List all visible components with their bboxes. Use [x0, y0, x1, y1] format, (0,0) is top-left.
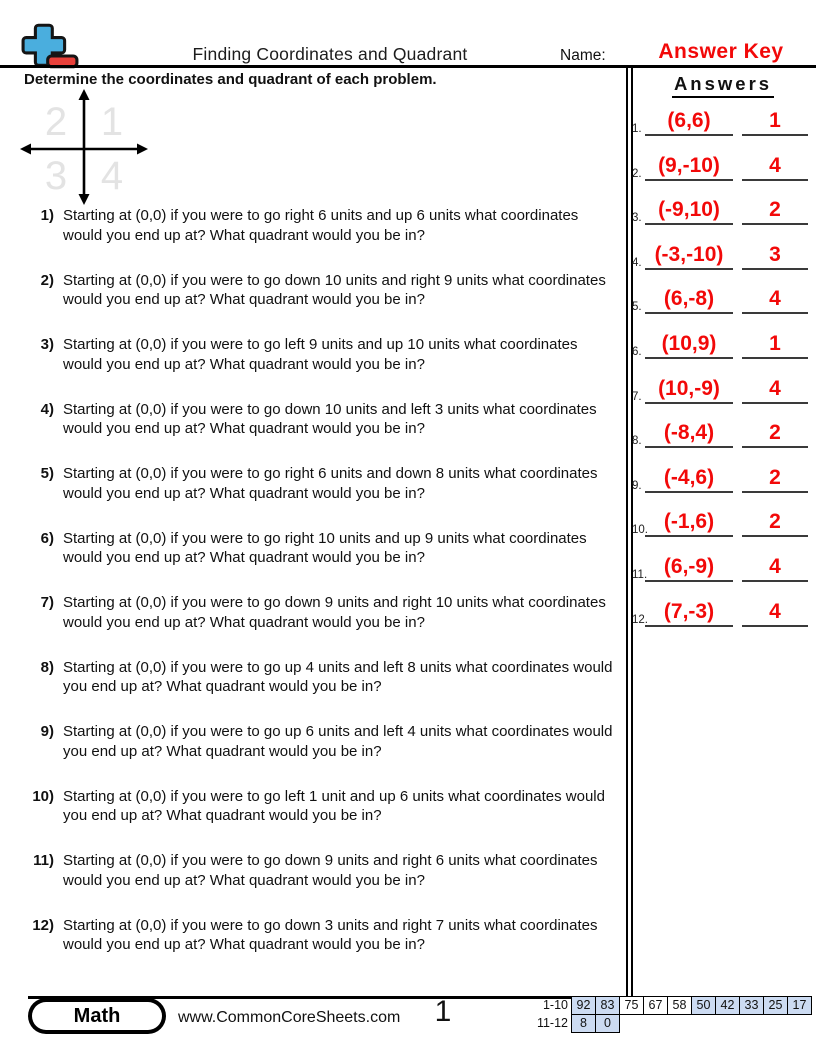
problem-text: Starting at (0,0) if you were to go right 6 units and down 8 units what coordinates would you end up at? What quadrant would you be in?: [63, 465, 598, 502]
name-label: Name:: [560, 47, 606, 64]
answer-coordinates-value: (-4,6): [663, 465, 715, 489]
problem-number: 8): [40, 658, 54, 676]
problem-number: 7): [40, 594, 54, 611]
problem-number: 9): [40, 723, 54, 740]
score-grid-cell: 67: [643, 996, 668, 1015]
answer-coordinates-value: (-9,10): [658, 198, 720, 222]
score-grid-cell: 17: [787, 996, 812, 1015]
score-grid: [530, 996, 812, 1033]
problem-item-9: [24, 722, 620, 761]
answer-number: 8.: [632, 435, 642, 448]
answer-quadrant-value: 2: [769, 198, 781, 222]
problem-number: 10): [32, 787, 54, 805]
problem-number: 2): [40, 271, 54, 289]
answer-coordinates-blank: [645, 110, 733, 136]
answer-coordinates-value: (-1,6): [663, 510, 715, 534]
problem-number: 1): [40, 207, 54, 224]
answer-quadrant-blank: [742, 467, 808, 493]
problem-item-12: [24, 916, 620, 955]
problem-text: Starting at (0,0) if you were to go down 10 units and left 3 units what coordinates would you end up at? What quadrant would you be in?: [63, 400, 597, 437]
header-divider-line: [0, 65, 816, 68]
answer-quadrant-value: 1: [769, 332, 781, 355]
answer-row-9: [630, 466, 816, 493]
answer-coordinates-blank: [645, 422, 733, 448]
problem-item-5: [24, 464, 620, 503]
answer-coordinates-blank: [645, 511, 733, 537]
answer-quadrant-blank: [742, 556, 808, 582]
subject-badge-label: Math: [32, 1002, 162, 1030]
problem-text: Starting at (0,0) if you were to go down 9 units and right 10 units what coordinates would you end up at? What quadrant would you be in?: [63, 594, 606, 631]
answer-number: 5.: [632, 301, 642, 314]
quadrant-axes-diagram: [18, 88, 150, 206]
score-grid-row-label: 1-10: [542, 998, 568, 1012]
subject-badge: [28, 998, 166, 1034]
score-grid-row-label: 11-12: [536, 1016, 568, 1030]
answer-number: 7.: [632, 390, 642, 403]
website-url: www.CommonCoreSheets.com: [178, 1009, 401, 1026]
problem-item-3: [24, 335, 620, 374]
answer-coordinates-value: (6,6): [667, 109, 711, 132]
answer-coordinates-blank: [645, 467, 733, 493]
answer-coordinates-value: (-3,-10): [654, 242, 724, 266]
problem-text: Starting at (0,0) if you were to go left 9 units and up 10 units what coordinates would you end up at? What quadrant would you be in?: [63, 336, 578, 373]
answer-quadrant-blank: [742, 378, 808, 404]
answer-coordinates-blank: [645, 378, 733, 404]
answer-quadrant-blank: [742, 199, 808, 225]
problem-text: Starting at (0,0) if you were to go right 10 units and up 9 units what coordinates would you end up at? What quadrant would you be in?: [63, 529, 587, 566]
answer-row-10: [630, 510, 816, 537]
score-grid-cell: 33: [739, 996, 764, 1015]
answer-quadrant-blank: [742, 511, 808, 537]
answer-row-7: [630, 377, 816, 404]
problem-number: 5): [40, 465, 54, 482]
answer-coordinates-value: (7,-3): [663, 599, 715, 623]
problem-text: Starting at (0,0) if you were to go up 4 units and left 8 units what coordinates would you end up at? What quadrant would you be in?: [63, 658, 613, 695]
answer-row-3: [630, 198, 816, 225]
answer-coordinates-blank: [645, 333, 733, 359]
answer-quadrant-blank: [742, 244, 808, 270]
problem-text: Starting at (0,0) if you were to go down 9 units and right 6 units what coordinates would you end up at? What quadrant would you be in?: [63, 852, 598, 889]
answer-coordinates-value: (10,-9): [658, 376, 720, 400]
problem-item-2: [24, 271, 620, 310]
score-grid-cell: 83: [595, 996, 620, 1015]
score-grid-cell: 92: [571, 996, 596, 1015]
answer-coordinates-value: (10,9): [661, 332, 717, 355]
answer-number: 12.: [632, 613, 648, 626]
answer-quadrant-value: 4: [769, 599, 781, 623]
problem-text: Starting at (0,0) if you were to go down 3 units and right 7 units what coordinates would you end up at? What quadrant would you be in?: [63, 916, 598, 953]
problem-number: 3): [40, 336, 54, 353]
problem-number: 11): [33, 852, 54, 869]
quadrant-3-label: 3: [44, 154, 68, 198]
answer-row-2: [630, 154, 816, 181]
answer-coordinates-blank: [645, 288, 733, 314]
problems-list: [24, 206, 620, 980]
answer-coordinates-value: (6,-8): [663, 287, 715, 311]
score-grid-cell: 75: [619, 996, 644, 1015]
answer-quadrant-value: 3: [769, 242, 781, 266]
score-grid-cell: 25: [763, 996, 788, 1015]
answer-row-8: [630, 421, 816, 448]
answer-row-4: [630, 243, 816, 270]
answer-coordinates-blank: [645, 199, 733, 225]
answer-row-6: [630, 332, 816, 359]
instruction-text: Determine the coordinates and quadrant of each problem.: [24, 71, 437, 88]
answer-row-1: [630, 109, 816, 136]
answer-quadrant-value: 4: [769, 153, 781, 177]
problem-item-1: [24, 206, 620, 245]
answer-quadrant-blank: [742, 288, 808, 314]
quadrant-1-label: 1: [100, 100, 124, 144]
answer-number: 4.: [632, 256, 642, 269]
answer-quadrant-value: 2: [769, 465, 781, 489]
answer-coordinates-blank: [645, 155, 733, 181]
answer-row-5: [630, 287, 816, 314]
answer-coordinates-value: (9,-10): [658, 153, 720, 177]
answer-coordinates-value: (6,-9): [663, 555, 715, 578]
quadrant-4-label: 4: [100, 154, 124, 198]
answer-quadrant-value: 2: [769, 510, 781, 534]
answer-number: 9.: [632, 479, 642, 492]
problem-item-8: [24, 658, 620, 697]
score-grid-cell: 50: [691, 996, 716, 1015]
answer-coordinates-value: (-8,4): [663, 421, 715, 445]
problem-number: 4): [40, 400, 54, 418]
quadrant-2-label: 2: [44, 100, 68, 144]
answer-coordinates-blank: [645, 556, 733, 582]
answer-row-12: [630, 600, 816, 627]
answer-quadrant-value: 4: [769, 287, 781, 311]
problem-text: Starting at (0,0) if you were to go left 1 unit and up 6 units what coordinates would you end up at? What quadrant would you be in?: [63, 787, 605, 824]
problem-number: 12): [32, 916, 54, 934]
answer-coordinates-blank: [645, 244, 733, 270]
page-number: 1: [434, 995, 452, 1028]
answer-row-11: [630, 555, 816, 582]
problem-item-10: [24, 787, 620, 826]
problem-text: Starting at (0,0) if you were to go up 6 units and left 4 units what coordinates would you end up at? What quadrant would you be in?: [63, 723, 613, 760]
score-grid-row-2: [530, 1014, 812, 1033]
answer-quadrant-value: 2: [769, 421, 781, 445]
answer-quadrant-value: 1: [769, 109, 781, 132]
answer-number: 2.: [632, 167, 642, 180]
answer-quadrant-blank: [742, 601, 808, 627]
answer-quadrant-blank: [742, 333, 808, 359]
worksheet-title: Finding Coordinates and Quadrant: [192, 44, 468, 64]
problem-item-6: [24, 529, 620, 568]
problem-item-4: [24, 400, 620, 439]
name-field-value: Answer Key: [658, 40, 784, 63]
answer-quadrant-value: 4: [769, 376, 781, 400]
answer-number: 1.: [632, 123, 642, 135]
answers-column: [630, 69, 816, 996]
score-grid-cell: 0: [595, 1014, 620, 1033]
problem-item-7: [24, 593, 620, 632]
answer-number: 6.: [632, 346, 642, 358]
problem-text: Starting at (0,0) if you were to go down 10 units and right 9 units what coordinates would you end up at? What quadrant would you be in?: [63, 271, 606, 308]
score-grid-row-1: [530, 996, 812, 1015]
problem-number: 6): [40, 529, 54, 547]
score-grid-cell: 8: [571, 1014, 596, 1033]
answer-quadrant-blank: [742, 422, 808, 448]
answer-quadrant-blank: [742, 155, 808, 181]
answer-quadrant-blank: [742, 110, 808, 136]
score-grid-cell: 42: [715, 996, 740, 1015]
answer-number: 3.: [632, 212, 642, 225]
answer-number: 10.: [632, 524, 648, 537]
answer-number: 11.: [632, 569, 648, 581]
answer-coordinates-blank: [645, 601, 733, 627]
problem-text: Starting at (0,0) if you were to go right 6 units and up 6 units what coordinates would you end up at? What quadrant would you be in?: [63, 207, 579, 244]
answer-quadrant-value: 4: [769, 555, 781, 578]
problem-item-11: [24, 851, 620, 890]
answers-heading: Answers: [672, 73, 774, 98]
score-grid-cell: 58: [667, 996, 692, 1015]
